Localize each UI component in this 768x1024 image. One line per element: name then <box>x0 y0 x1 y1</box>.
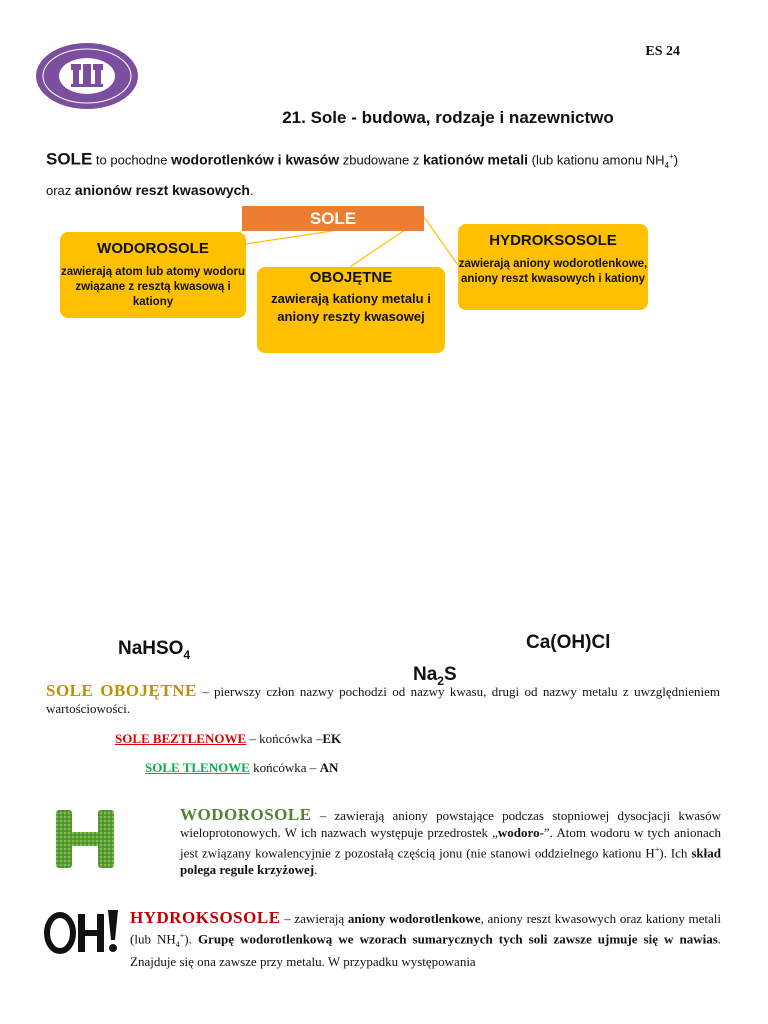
beztlenowe-line <box>115 731 341 747</box>
intro-bold-1: wodorotlenków i kwasów <box>171 151 340 168</box>
tlenowe-label: SOLE TLENOWE <box>145 760 250 775</box>
box-wodorosole-title: WODOROSOLE <box>97 240 209 257</box>
document-code: ES 24 <box>645 44 680 59</box>
formula-nahso4-main: NaHSO <box>118 638 184 659</box>
intro-text-5: . <box>249 182 254 198</box>
intro-text-3: (lub kationu amonu NH <box>528 152 665 168</box>
intro-text-2: zbudowane z <box>339 152 423 168</box>
intro-bold-2: kationów metali <box>422 151 528 168</box>
hydroksosole-text-1: – zawierają <box>280 911 348 926</box>
hydroksosole-paragraph <box>130 909 721 970</box>
formula-caohcl: Ca(OH)Cl <box>526 632 611 653</box>
school-seal-logo <box>35 42 139 110</box>
diagram-head-sole: SOLE <box>242 206 424 231</box>
formula-nahso4 <box>118 638 190 662</box>
beztlenowe-text: – końcówka – <box>246 731 323 746</box>
wodorosole-sup: + <box>654 845 660 854</box>
intro-term: SOLE <box>46 149 93 169</box>
oh-exclamation-icon <box>44 908 120 954</box>
salts-diagram <box>0 200 768 370</box>
hydroksosole-text-2: , aniony reszt kwasowych oraz kationy metali (lub NH <box>130 911 722 947</box>
intro-sub: 4 <box>664 160 670 170</box>
intro-text-1: to pochodne <box>92 152 172 168</box>
beztlenowe-label: SOLE BEZTLENOWE <box>115 731 247 746</box>
tlenowe-text: końcówka – <box>249 760 320 775</box>
formula-na2s-sub: 2 <box>437 673 444 688</box>
hydroksosole-sup: + <box>179 931 185 940</box>
wodorosole-bold-2: skład polega regule krzyżowej <box>180 845 722 878</box>
box-obojetne-title: OBOJĘTNE <box>309 269 393 286</box>
tlenowe-ending: AN <box>319 760 339 775</box>
hydroksosole-text-3: ). <box>184 931 198 947</box>
page-title: 21. Sole - budowa, rodzaje i nazewnictwo <box>282 108 614 127</box>
intro-text-3b: ) <box>673 152 679 168</box>
tlenowe-line <box>145 760 338 776</box>
formula-na2s-a: Na <box>413 664 438 685</box>
school-seal-icon <box>35 42 139 110</box>
wodorosole-text-2: ”. Atom wodoru w tych anionach jest związany kowalencyjnie z pozostałą częścią jonu (nie stanowi oddzielnego kationu H <box>180 825 721 861</box>
letter-h-grass-icon <box>52 808 118 870</box>
box-wodorosole <box>60 232 246 318</box>
wodorosole-heading: WODOROSOLE <box>180 805 312 824</box>
box-obojetne-desc: zawierają kationy metalu i aniony reszty kwasowej <box>271 291 431 324</box>
hydroksosole-bold-2: Grupę wodorotlenkową we wzorach sumarycznych tych soli zawsze ujmuje się w nawias <box>197 931 718 947</box>
hydroksosole-text-4: . Znajduje się ona zawsze przy metalu. W przypadku występowania <box>130 931 722 969</box>
box-obojetne <box>257 267 445 353</box>
obojetne-heading: SOLE OBOJĘTNE <box>46 681 197 700</box>
hydroksosole-sub: 4 <box>175 939 180 949</box>
box-hydroksosole-desc: zawierają aniony wodorotlenkowe, aniony reszt kwasowych i kationy <box>458 258 648 285</box>
box-hydroksosole-title: HYDROKSOSOLE <box>489 232 617 249</box>
intro-text-4: oraz <box>46 182 75 198</box>
intro-paragraph <box>46 145 736 203</box>
wodorosole-text-1: – zawierają aniony powstające podczas stopniowej dysocjacji kwasów wieloprotonowych. W ich nazwach występuje przedrostek „ <box>180 808 721 840</box>
wodorosole-text-4: . <box>314 862 318 878</box>
formula-nahso4-sub: 4 <box>183 647 191 662</box>
intro-sup: + <box>669 152 674 161</box>
intro-bold-3: anionów reszt kwasowych <box>74 181 250 198</box>
wodorosole-text-3: ). Ich <box>659 845 692 861</box>
wodorosole-bold-1: wodoro- <box>497 825 544 840</box>
hydroksosole-heading: HYDROKSOSOLE <box>130 908 281 927</box>
hydroksosole-bold-1: aniony wodorotlenkowe <box>347 911 481 926</box>
wodorosole-paragraph <box>180 806 721 878</box>
formula-na2s-b: S <box>443 664 457 685</box>
box-hydroksosole <box>458 224 648 310</box>
box-wodorosole-desc: zawierają atom lub atomy wodoru związane z resztą kwasową i kationy <box>60 266 246 308</box>
beztlenowe-ending: EK <box>322 731 342 746</box>
obojetne-text: – pierwszy człon nazwy pochodzi od nazwy kwasu, drugi od nazwy metalu z uwzględnieniem wartościowości. <box>46 684 720 716</box>
obojetne-paragraph <box>46 682 720 717</box>
